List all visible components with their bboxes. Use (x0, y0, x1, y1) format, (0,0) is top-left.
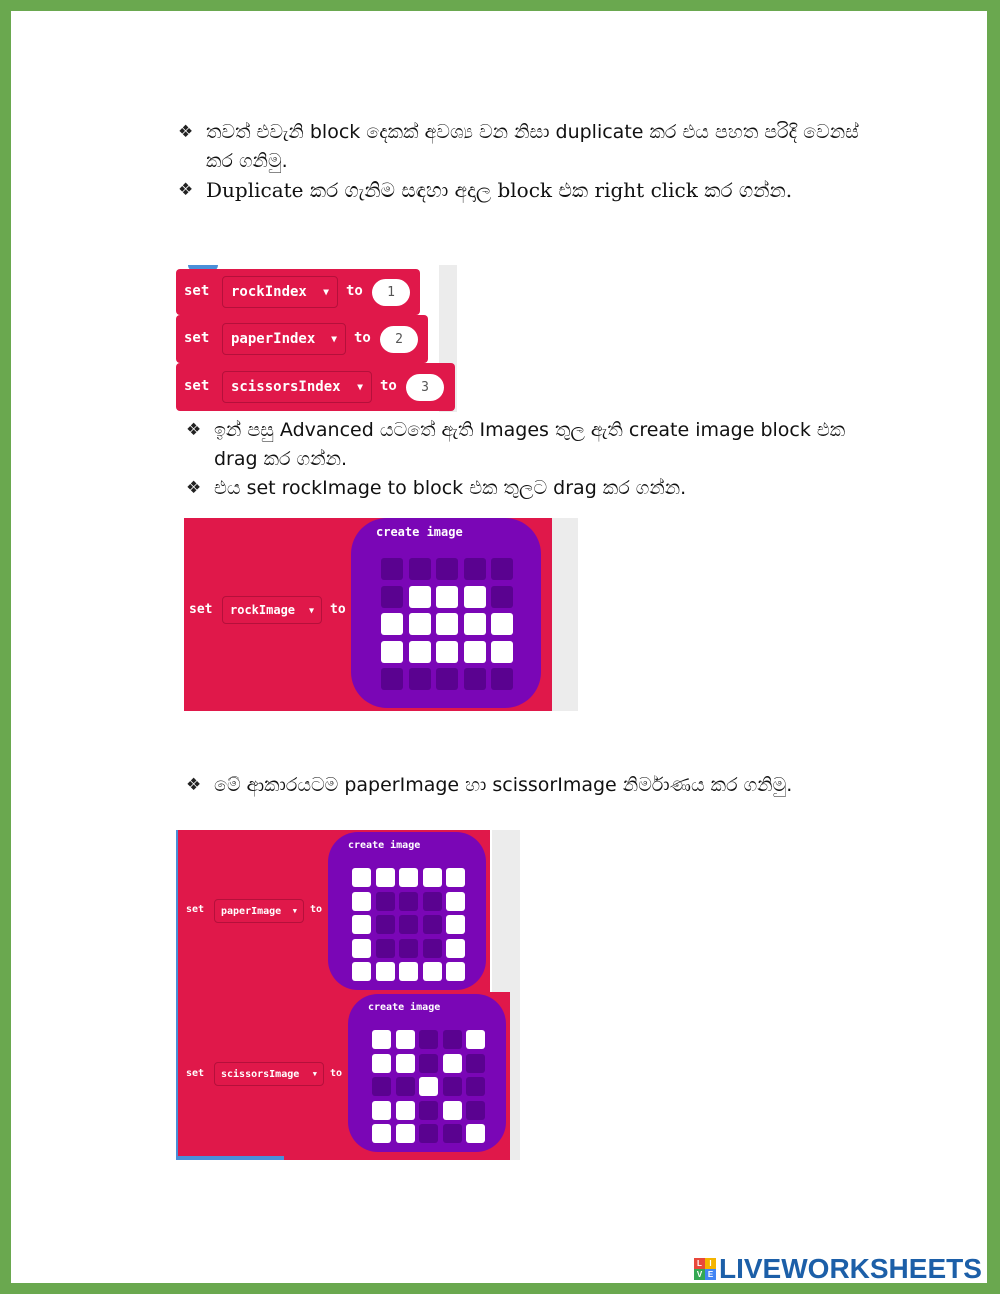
led-off[interactable] (419, 1124, 438, 1143)
dropdown-caret-icon: ▼ (292, 907, 297, 915)
led-on[interactable] (381, 613, 403, 635)
led-on[interactable] (423, 868, 442, 887)
set-block: set scissorsImage ▼ to create image (178, 992, 510, 1160)
led-on[interactable] (352, 868, 371, 887)
led-off[interactable] (466, 1101, 485, 1120)
led-on[interactable] (372, 1030, 391, 1049)
instruction-list-top (178, 118, 878, 205)
led-on[interactable] (376, 868, 395, 887)
variable-dropdown[interactable]: paperIndex ▼ (222, 323, 346, 355)
led-on[interactable] (409, 641, 431, 663)
led-on[interactable] (443, 1054, 462, 1073)
led-on[interactable] (399, 868, 418, 887)
diamond-bullet-icon: ❖ (178, 180, 194, 200)
set-rockimage-block-image (184, 518, 578, 711)
led-off[interactable] (464, 558, 486, 580)
diamond-bullet-icon: ❖ (186, 775, 202, 795)
led-off[interactable] (409, 668, 431, 690)
led-on[interactable] (372, 1054, 391, 1073)
led-on[interactable] (464, 586, 486, 608)
dropdown-caret-icon: ▼ (357, 381, 363, 393)
led-off[interactable] (423, 892, 442, 911)
number-input[interactable]: 1 (372, 279, 410, 306)
led-grid[interactable] (381, 558, 513, 690)
led-off[interactable] (443, 1030, 462, 1049)
led-off[interactable] (466, 1077, 485, 1096)
set-block: set paperImage ▼ to create image (178, 830, 490, 994)
led-on[interactable] (446, 939, 465, 958)
set-block: set scissorsIndex ▼ to 3 (176, 363, 455, 411)
led-on[interactable] (466, 1030, 485, 1049)
led-off[interactable] (399, 915, 418, 934)
create-image-block[interactable]: create image (348, 994, 506, 1152)
led-on[interactable] (396, 1030, 415, 1049)
instruction-item: ❖ තවත් එවැනි block දෙකක් අවශ්‍ය වන නිසා duplicate කර එය පහත පරිදි වෙනස් කර ගනිමු. (178, 118, 878, 176)
led-on[interactable] (352, 915, 371, 934)
led-on[interactable] (446, 915, 465, 934)
led-off[interactable] (464, 668, 486, 690)
led-grid[interactable] (372, 1030, 485, 1143)
led-off[interactable] (423, 915, 442, 934)
led-off[interactable] (419, 1054, 438, 1073)
set-block: set rockImage ▼ to create image (184, 518, 552, 711)
live-badge-icon: L I V E (694, 1258, 716, 1280)
led-on[interactable] (396, 1054, 415, 1073)
led-on[interactable] (446, 892, 465, 911)
led-on[interactable] (409, 613, 431, 635)
instruction-item: ❖ ඉන් පසු Advanced යටතේ ඇති Images තුල ඇති create image block එක drag කර ගන්න. (186, 416, 886, 474)
variable-dropdown[interactable]: scissorsIndex ▼ (222, 371, 372, 403)
led-on[interactable] (491, 641, 513, 663)
led-on[interactable] (419, 1077, 438, 1096)
led-on[interactable] (352, 962, 371, 981)
instruction-item: ❖ මේ ආකාරයටම paperImage හා scissorImage නිර්මාණය කර ගනිමු. (186, 771, 886, 800)
dropdown-caret-icon: ▼ (331, 333, 337, 345)
led-off[interactable] (396, 1077, 415, 1096)
led-off[interactable] (409, 558, 431, 580)
dropdown-caret-icon: ▼ (323, 286, 329, 298)
led-on[interactable] (491, 613, 513, 635)
led-off[interactable] (376, 892, 395, 911)
diamond-bullet-icon: ❖ (186, 478, 202, 498)
instruction-list-bottom (186, 771, 886, 800)
led-off[interactable] (372, 1077, 391, 1096)
variable-dropdown[interactable]: scissorsImage ▼ (214, 1062, 324, 1086)
led-on[interactable] (446, 868, 465, 887)
set-block: set rockIndex ▼ to 1 (176, 269, 420, 315)
led-off[interactable] (491, 558, 513, 580)
led-on[interactable] (466, 1124, 485, 1143)
set-index-blocks-image (176, 265, 457, 412)
led-off[interactable] (466, 1054, 485, 1073)
instruction-item: ❖ එය set rockImage to block එක තුලට drag කර ගන්න. (186, 474, 886, 503)
led-on[interactable] (443, 1101, 462, 1120)
set-paper-scissors-blocks-image (176, 830, 520, 1160)
led-off[interactable] (436, 668, 458, 690)
led-on[interactable] (436, 613, 458, 635)
diamond-bullet-icon: ❖ (178, 122, 194, 142)
variable-dropdown[interactable]: rockIndex ▼ (222, 276, 338, 308)
led-off[interactable] (491, 586, 513, 608)
led-off[interactable] (381, 586, 403, 608)
led-on[interactable] (376, 962, 395, 981)
led-off[interactable] (419, 1030, 438, 1049)
led-off[interactable] (376, 915, 395, 934)
led-on[interactable] (396, 1124, 415, 1143)
create-image-block[interactable]: create image (351, 518, 541, 708)
variable-dropdown[interactable]: paperImage ▼ (214, 899, 304, 923)
led-off[interactable] (443, 1124, 462, 1143)
led-on[interactable] (446, 962, 465, 981)
dropdown-caret-icon: ▼ (308, 605, 314, 615)
instruction-item: ❖ Duplicate කර ගැනිම සඳහා අදාල block එක right click කර ගන්න. (178, 176, 878, 205)
led-on[interactable] (352, 939, 371, 958)
led-off[interactable] (381, 668, 403, 690)
led-on[interactable] (399, 962, 418, 981)
variable-dropdown[interactable]: rockImage ▼ (222, 596, 322, 624)
led-on[interactable] (381, 641, 403, 663)
liveworksheets-logo: L I V E LIVEWORKSHEETS (694, 1254, 982, 1284)
led-off[interactable] (399, 939, 418, 958)
number-input[interactable]: 3 (406, 374, 444, 401)
led-off[interactable] (443, 1077, 462, 1096)
led-off[interactable] (399, 892, 418, 911)
led-off[interactable] (376, 939, 395, 958)
number-input[interactable]: 2 (380, 326, 418, 353)
dropdown-caret-icon: ▼ (312, 1070, 317, 1078)
led-off[interactable] (491, 668, 513, 690)
led-on[interactable] (436, 641, 458, 663)
led-grid[interactable] (352, 868, 465, 981)
led-off[interactable] (419, 1101, 438, 1120)
diamond-bullet-icon: ❖ (186, 420, 202, 440)
led-on[interactable] (464, 641, 486, 663)
led-on[interactable] (409, 586, 431, 608)
create-image-block[interactable]: create image (328, 832, 486, 990)
led-on[interactable] (372, 1124, 391, 1143)
led-on[interactable] (436, 586, 458, 608)
led-off[interactable] (436, 558, 458, 580)
set-block: set paperIndex ▼ to 2 (176, 315, 428, 363)
led-off[interactable] (423, 939, 442, 958)
instruction-list-middle (186, 416, 886, 503)
led-off[interactable] (381, 558, 403, 580)
led-on[interactable] (464, 613, 486, 635)
led-on[interactable] (352, 892, 371, 911)
led-on[interactable] (372, 1101, 391, 1120)
led-on[interactable] (423, 962, 442, 981)
led-on[interactable] (396, 1101, 415, 1120)
